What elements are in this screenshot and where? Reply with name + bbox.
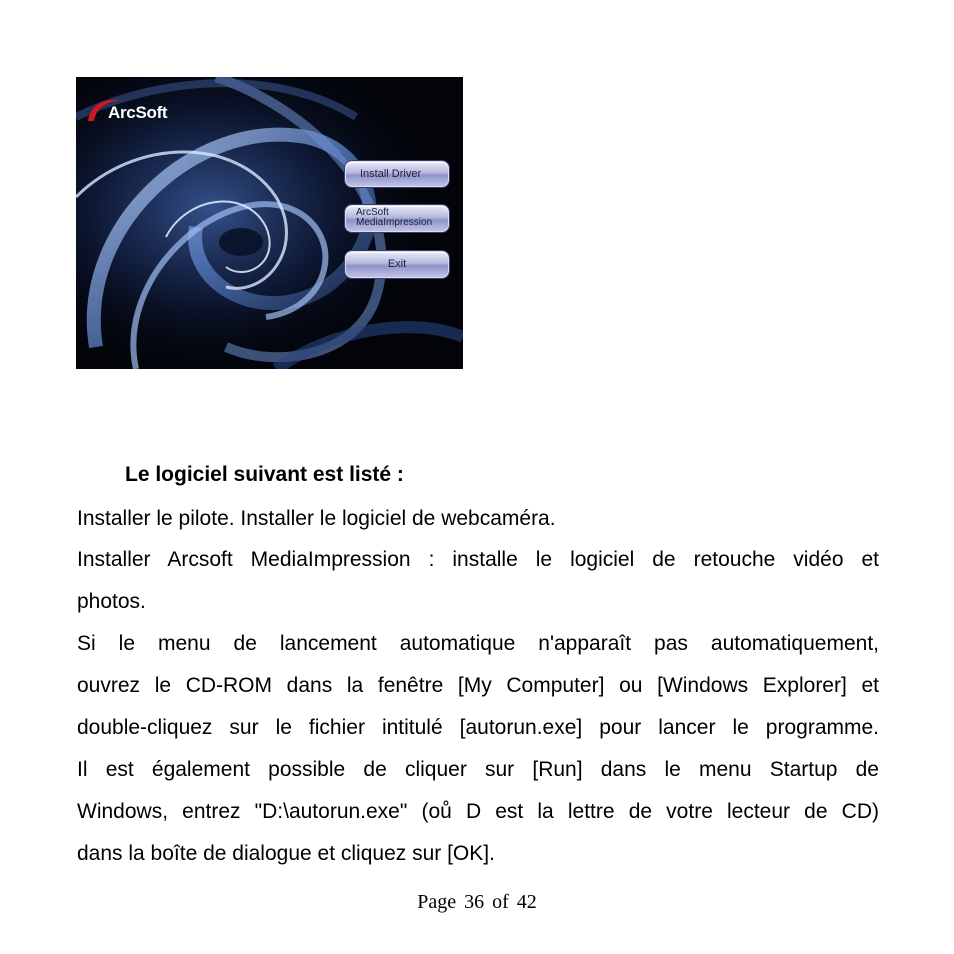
exit-button[interactable]: Exit <box>345 251 449 278</box>
install-mediaimpression-button[interactable] <box>345 205 449 232</box>
paragraph-line: ouvrez le CD-ROM dans la fenêtre [My Computer] ou [Windows Explorer] et <box>77 674 879 697</box>
mediaimpression-label-line2: MediaImpression <box>356 217 433 228</box>
paragraph-line: Il est également possible de cliquer sur [Run] dans le menu Startup de <box>77 758 879 781</box>
paragraph-line: photos. <box>77 590 146 613</box>
page-number: Page 36 of 42 <box>417 891 537 913</box>
section-heading: Le logiciel suivant est listé : <box>125 463 404 486</box>
paragraph-line: Si le menu de lancement automatique n'apparaît pas automatiquement, <box>77 632 879 655</box>
arcsoft-logo-text: ArcSoft <box>108 103 168 122</box>
install-driver-button[interactable]: Install Driver <box>345 161 449 187</box>
paragraph-line: Installer le pilote. Installer le logiciel de webcaméra. <box>77 507 556 530</box>
paragraph-line: dans la boîte de dialogue et cliquez sur [OK]. <box>77 842 495 865</box>
paragraph-line: Installer Arcsoft MediaImpression : installe le logiciel de retouche vidéo et <box>77 548 879 571</box>
mediaimpression-label-line1: ArcSoft <box>356 207 389 218</box>
arcsoft-logo <box>86 95 206 127</box>
paragraph-line: double-cliquez sur le fichier intitulé [autorun.exe] pour lancer le programme. <box>77 716 879 739</box>
paragraph-line: Windows, entrez "D:\autorun.exe" (oů D est la lettre de votre lecteur de CD) <box>77 800 879 823</box>
autorun-screenshot <box>76 77 463 369</box>
